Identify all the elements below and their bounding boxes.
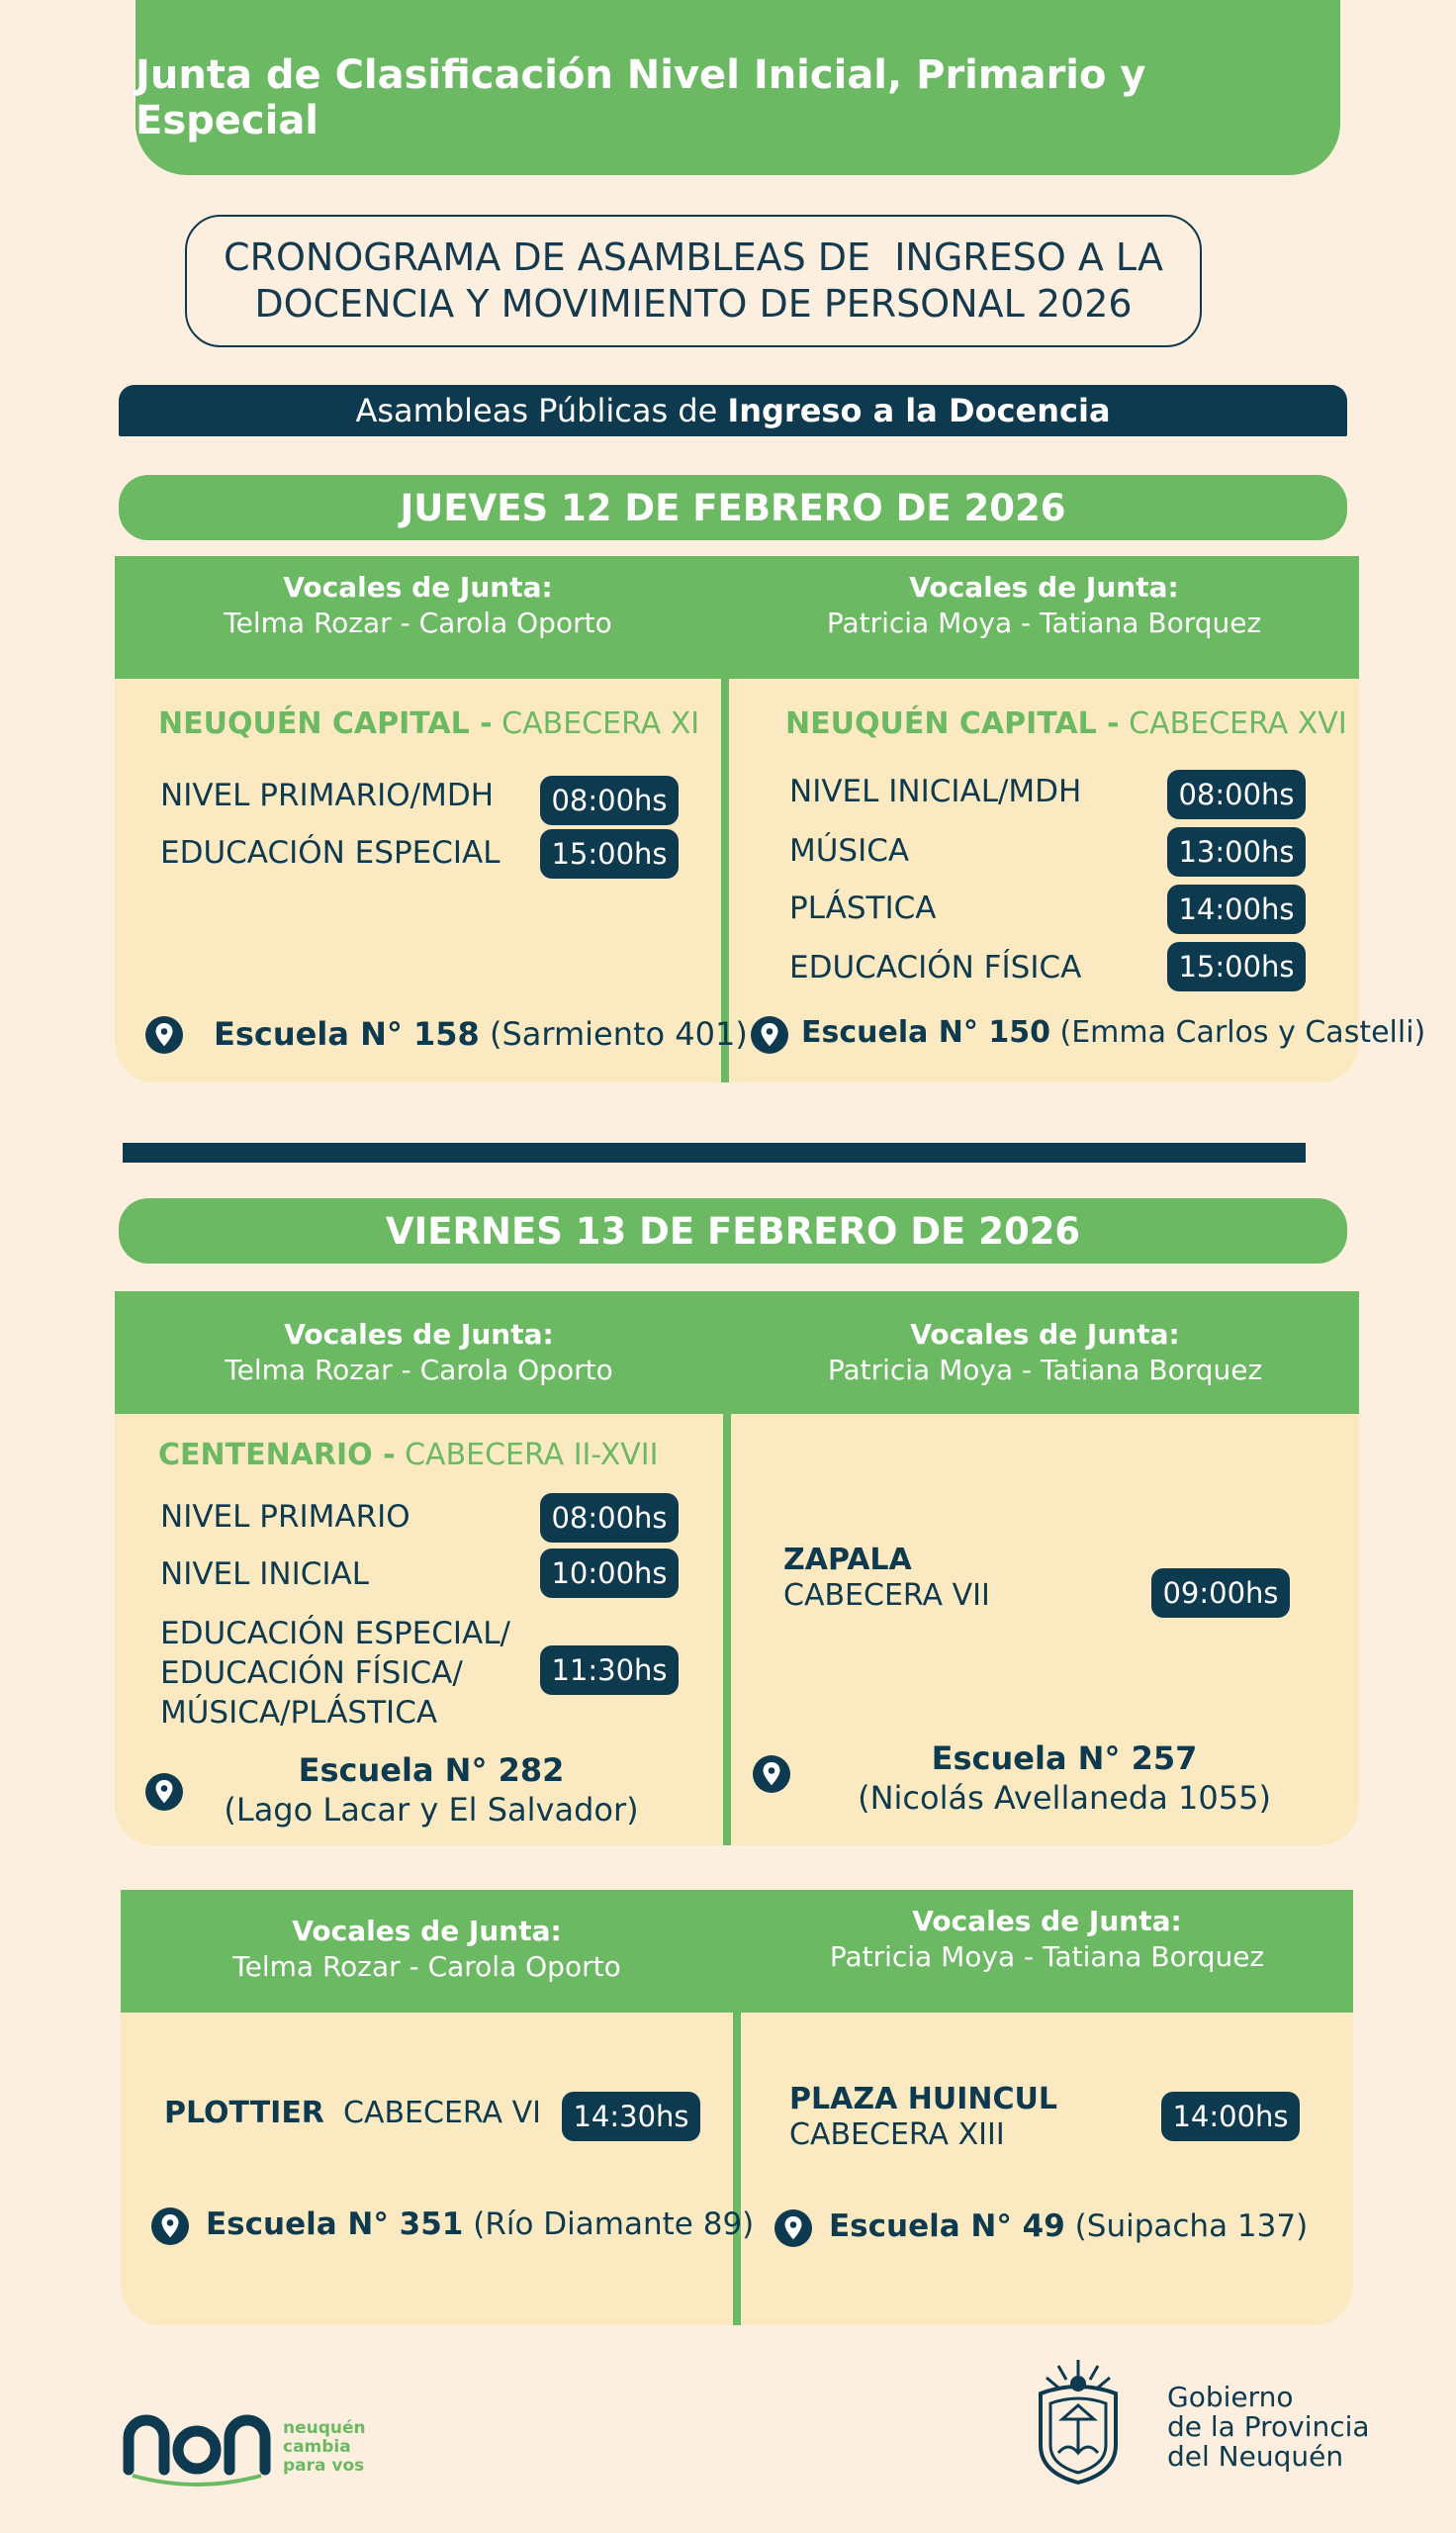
time-badge: 08:00hs: [540, 1493, 679, 1543]
day3-left-school: [206, 2206, 754, 2242]
vocal-names: Patricia Moya - Tatiana Borquez: [827, 1354, 1263, 1386]
province-coat-of-arms-icon: [1029, 2350, 1128, 2488]
school-name: Escuela N° 257: [931, 1739, 1198, 1777]
city-name: ZAPALA: [783, 1543, 912, 1577]
day3-left-vocals: [121, 1914, 733, 1985]
day2-card-divider: [723, 1414, 731, 1845]
day1-left-vocals: [115, 570, 721, 641]
school-address: (Suipacha 137): [1064, 2208, 1309, 2244]
day1-card: [115, 556, 1426, 1082]
time-badge: 08:00hs: [540, 776, 679, 825]
vocal-names: Patricia Moya - Tatiana Borquez: [826, 607, 1262, 639]
section-bar-bold: Ingreso a la Docencia: [727, 392, 1111, 429]
school-name: Escuela N° 351: [206, 2206, 464, 2242]
day3-right-school: [829, 2208, 1308, 2244]
location-name: NEUQUÉN CAPITAL -: [785, 706, 1120, 741]
section-bar-prefix: Asambleas Públicas de: [355, 392, 718, 429]
header-banner: [136, 0, 1340, 175]
header-title: Junta de Clasificación Nivel Inicial, Primario y Especial: [136, 51, 1146, 143]
day1-right-school: [801, 1015, 1425, 1050]
day2-left-location: [158, 1438, 659, 1472]
non-logo-tagline: [283, 2419, 366, 2476]
time-badge: 15:00hs: [540, 829, 679, 879]
time-badge: 09:00hs: [1151, 1568, 1290, 1618]
day1-right-location: [785, 706, 1347, 741]
time-badge: 11:30hs: [540, 1645, 679, 1695]
time-badge: 08:00hs: [1167, 770, 1306, 819]
time-badge: 14:00hs: [1161, 2092, 1300, 2141]
city-name: PLOTTIER: [164, 2096, 324, 2130]
day1-right-item-2: MÚSICA: [789, 833, 910, 869]
school-address: (Lago Lacar y El Salvador): [224, 1791, 639, 1829]
day1-left-item-1: NIVEL PRIMARIO/MDH: [160, 778, 495, 813]
day2-date: VIERNES 13 DE FEBRERO DE 2026: [385, 1209, 1081, 1253]
school-name: Escuela N° 158: [214, 1015, 480, 1053]
location-pin-icon: [752, 1754, 791, 1794]
gov-line: de la Provincia: [1167, 2410, 1370, 2443]
day2-right-school: [807, 1738, 1321, 1818]
day1-left-item-2: EDUCACIÓN ESPECIAL: [160, 835, 500, 871]
location-cabecera: CABECERA II-XVII: [395, 1438, 659, 1472]
location-cabecera: CABECERA XI: [492, 706, 700, 741]
day3-card-divider: [733, 2013, 741, 2325]
tagline-line: neuquén: [283, 2418, 366, 2438]
item-line: EDUCACIÓN FÍSICA/: [160, 1655, 463, 1691]
vocal-names: Patricia Moya - Tatiana Borquez: [829, 1940, 1265, 1973]
time-badge: 13:00hs: [1167, 827, 1306, 877]
location-name: CENTENARIO -: [158, 1438, 396, 1472]
location-pin-icon: [774, 2208, 813, 2248]
vocal-label: Vocales de Junta:: [283, 571, 553, 604]
gov-line: Gobierno: [1167, 2381, 1294, 2413]
day2-left-vocals: [115, 1317, 723, 1388]
day1-left-location: [158, 706, 699, 741]
gov-line: del Neuquén: [1167, 2440, 1344, 2473]
day3-card: [121, 1890, 1353, 2325]
day1-right-item-3: PLÁSTICA: [789, 891, 937, 926]
vocal-names: Telma Rozar - Carola Oporto: [224, 607, 612, 639]
vocal-label: Vocales de Junta:: [284, 1318, 554, 1351]
school-name: Escuela N° 282: [298, 1751, 565, 1789]
day3-left-city: [164, 2096, 541, 2131]
day1-right-item-1: NIVEL INICIAL/MDH: [789, 774, 1082, 809]
day2-right-city: [783, 1543, 990, 1614]
item-line: EDUCACIÓN ESPECIAL/: [160, 1616, 510, 1651]
time-badge: 15:00hs: [1167, 942, 1306, 991]
day2-left-item-2: NIVEL INICIAL: [160, 1556, 369, 1592]
day2-left-school: [194, 1750, 669, 1829]
time-badge: 14:00hs: [1167, 885, 1306, 934]
day1-right-item-4: EDUCACIÓN FÍSICA: [789, 950, 1082, 985]
location-pin-icon: [150, 2206, 190, 2246]
vocal-label: Vocales de Junta:: [909, 571, 1179, 604]
non-logo-icon: [123, 2404, 271, 2484]
day1-left-school: [214, 1015, 748, 1053]
section-bar: [119, 385, 1347, 436]
tagline-line: para vos: [283, 2456, 365, 2476]
time-badge: 14:30hs: [562, 2092, 700, 2141]
vocal-label: Vocales de Junta:: [910, 1318, 1180, 1351]
day2-date-pill: [119, 1198, 1347, 1264]
vocal-label: Vocales de Junta:: [912, 1905, 1182, 1937]
day2-left-item-3: [160, 1614, 510, 1733]
school-name: Escuela N° 49: [829, 2208, 1065, 2244]
vocal-names: Telma Rozar - Carola Oporto: [225, 1354, 613, 1386]
school-address: (Río Diamante 89): [463, 2206, 755, 2242]
city-cabecera: CABECERA VII: [783, 1578, 990, 1613]
location-pin-icon: [144, 1772, 184, 1812]
province-government-name: [1167, 2383, 1370, 2472]
location-pin-icon: [750, 1015, 789, 1055]
school-address: (Sarmiento 401): [479, 1015, 748, 1053]
location-cabecera: CABECERA XVI: [1119, 706, 1347, 741]
day2-right-vocals: [731, 1317, 1359, 1388]
day2-left-item-1: NIVEL PRIMARIO: [160, 1499, 410, 1535]
tagline-line: cambia: [283, 2437, 351, 2457]
day3-right-city: [789, 2082, 1057, 2153]
day2-card: [115, 1291, 1359, 1845]
location-name: NEUQUÉN CAPITAL -: [158, 706, 493, 741]
main-title-line2: DOCENCIA Y MOVIMIENTO DE PERSONAL 2026: [254, 282, 1133, 326]
day1-date-pill: [119, 475, 1347, 540]
school-address: (Emma Carlos y Castelli): [1049, 1015, 1426, 1050]
time-badge: 10:00hs: [540, 1548, 679, 1598]
day1-date: JUEVES 12 DE FEBRERO DE 2026: [400, 486, 1066, 529]
school-address: (Nicolás Avellaneda 1055): [858, 1779, 1271, 1817]
item-line: MÚSICA/PLÁSTICA: [160, 1695, 438, 1731]
city-cabecera: CABECERA XIII: [789, 2117, 1005, 2152]
section-divider: [123, 1143, 1306, 1163]
main-title-line1: CRONOGRAMA DE ASAMBLEAS DE INGRESO A LA: [224, 235, 1163, 279]
city-name: PLAZA HUINCUL: [789, 2082, 1057, 2116]
day3-right-vocals: [741, 1904, 1353, 1975]
school-name: Escuela N° 150: [801, 1015, 1050, 1050]
location-pin-icon: [144, 1015, 184, 1055]
city-cabecera: CABECERA VI: [343, 2096, 541, 2130]
day1-right-vocals: [729, 570, 1359, 641]
vocal-names: Telma Rozar - Carola Oporto: [232, 1950, 621, 1983]
vocal-label: Vocales de Junta:: [292, 1915, 562, 1947]
main-title-box: [185, 215, 1202, 347]
